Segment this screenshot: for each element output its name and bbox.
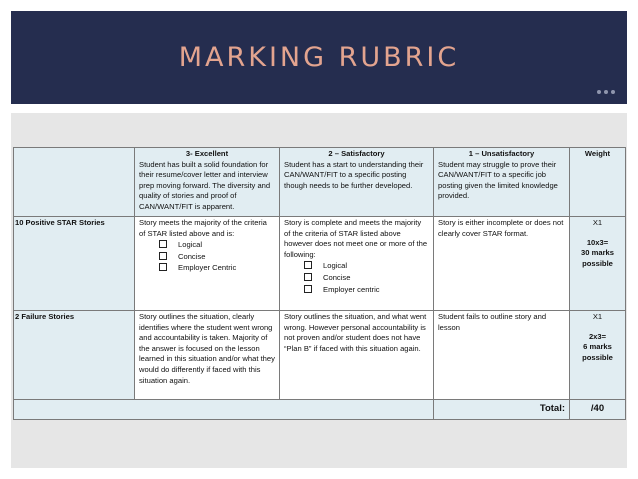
list-item — [159, 252, 275, 263]
dot-icon — [604, 90, 608, 94]
weight-cell — [570, 217, 626, 311]
list-item-label: Concise — [178, 251, 206, 261]
weight-cell — [570, 311, 626, 400]
slide-title: MARKING RUBRIC — [178, 42, 460, 73]
checkbox-icon — [304, 261, 312, 269]
cell-text: Story is complete and meets the majority of the criteria of STAR listed above however does not meet one or more of the following: — [284, 218, 428, 259]
unsatisfactory-cell: Story is either incomplete or does not clearly cover STAR format. — [434, 217, 570, 311]
satisfactory-cell: Story outlines the situation, and what went wrong. However personal accountability is not proven and/or student does not have “Plan B” if faced with this situation again. — [280, 311, 434, 400]
excellent-cell — [135, 217, 280, 311]
criteria-cell: 2 Failure Stories — [14, 311, 135, 400]
cell-text: Story meets the majority of the criteria of STAR listed above and is: — [139, 218, 267, 238]
decorative-dots — [597, 90, 615, 94]
level-title: 1 – Unsatisfactory — [468, 149, 535, 158]
list-item-label: Logical — [323, 261, 348, 271]
criteria-cell: 10 Positive STAR Stories — [14, 217, 135, 311]
weight-calculation: 2x3= — [588, 331, 607, 341]
checkbox-icon — [304, 285, 312, 293]
slide-header — [11, 11, 627, 104]
list-item — [159, 263, 275, 274]
rubric-header-row — [14, 148, 626, 217]
excellent-cell: Story outlines the situation, clearly identifies where the student went wrong and accountability is taken. Majority of the answer is focused on the lesson learned in this situation and/or what they would do differently if faced with this situation again. — [135, 311, 280, 400]
checkbox-icon — [159, 263, 167, 271]
weight-title: Weight — [584, 149, 611, 158]
weight-marks: 30 marks possible — [581, 248, 614, 268]
level-title: 2 – Satisfactory — [328, 149, 385, 158]
total-spacer — [14, 400, 434, 420]
level-excellent-header — [135, 148, 280, 217]
total-row — [14, 400, 626, 420]
total-label: Total: — [434, 400, 570, 420]
weight-multiplier: X1 — [592, 218, 603, 227]
total-value: /40 — [570, 400, 626, 420]
dot-icon — [611, 90, 615, 94]
table-row — [14, 311, 626, 400]
checkbox-icon — [159, 252, 167, 260]
level-title: 3- Excellent — [185, 149, 229, 158]
list-item — [304, 285, 429, 296]
marking-rubric-table — [13, 147, 626, 420]
weight-calculation: 10x3= — [586, 237, 609, 247]
checklist — [284, 261, 429, 295]
list-item — [159, 240, 275, 251]
list-item — [304, 261, 429, 272]
weight-multiplier: X1 — [592, 312, 603, 321]
list-item-label: Logical — [178, 240, 203, 250]
level-unsatisfactory-header — [434, 148, 570, 217]
level-description: Student may struggle to prove their CAN/WANT/FIT to a specific job posting given the limited knowledge provided. — [438, 159, 558, 201]
table-row — [14, 217, 626, 311]
satisfactory-cell — [280, 217, 434, 311]
list-item-label: Employer Centric — [178, 263, 237, 273]
list-item-label: Employer centric — [323, 284, 380, 294]
list-item — [304, 273, 429, 284]
level-description: Student has built a solid foundation for their resume/cover letter and interview prep moving forward. The diversity and quality of stories and proof of CAN/WANT/FIT is apparent. — [139, 159, 271, 211]
level-description: Student has a start to understanding their CAN/WANT/FIT to a specific posting though needs to be further developed. — [284, 159, 424, 190]
unsatisfactory-cell: Student fails to outline story and lesson — [434, 311, 570, 400]
weight-header — [570, 148, 626, 217]
weight-marks: 6 marks possible — [582, 342, 613, 362]
level-satisfactory-header — [280, 148, 434, 217]
list-item-label: Concise — [323, 272, 351, 282]
checkbox-icon — [304, 273, 312, 281]
checklist — [139, 240, 275, 274]
dot-icon — [597, 90, 601, 94]
checkbox-icon — [159, 240, 167, 248]
criteria-header — [14, 148, 135, 217]
